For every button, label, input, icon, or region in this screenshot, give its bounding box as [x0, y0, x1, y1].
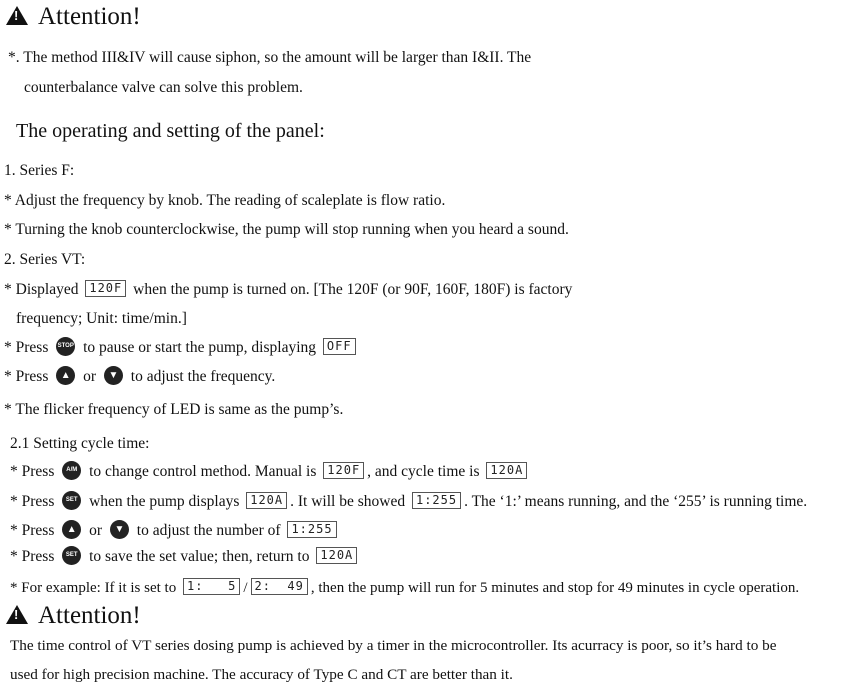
- text: to change control method. Manual is: [89, 463, 317, 480]
- final-line-2: used for high precision machine. The accuracy of Type C and CT are better than it.: [10, 666, 513, 683]
- attention-heading-1: [6, 2, 141, 32]
- cycle-adjust-line: [10, 521, 340, 541]
- lcd-display: 120F: [323, 462, 364, 479]
- vt-press-stop-line: [4, 338, 359, 358]
- series-vt-title: 2. Series VT:: [4, 251, 86, 268]
- lcd-display: 1:255: [287, 521, 336, 538]
- attention-title: Attention!: [38, 602, 141, 629]
- vt-press-adjust-line: [4, 367, 275, 387]
- cycle-set-line: [10, 492, 807, 512]
- text: * Press: [10, 463, 55, 480]
- cycle-title: 2.1 Setting cycle time:: [10, 435, 150, 452]
- lcd-display: 120A: [246, 492, 287, 509]
- attention-heading-2: [6, 601, 141, 631]
- text: to adjust the frequency.: [130, 368, 276, 385]
- text: to pause or start the pump, displaying: [83, 339, 317, 356]
- lcd-display: 2: 49: [251, 578, 308, 595]
- text: when the pump is turned on. [The 120F (or 90F, 160F, 180F) is factory: [133, 281, 573, 298]
- lcd-display: 1:255: [412, 492, 461, 509]
- text: * Press: [4, 368, 49, 385]
- down-button-icon: ▼: [104, 366, 123, 385]
- final-line-1: The time control of VT series dosing pump is achieved by a timer in the microcontroller. Its acurracy is poor, so it’s hard to be: [10, 637, 777, 654]
- text: * Press: [10, 522, 55, 539]
- text: * For example: If it is set to: [10, 580, 177, 596]
- text: * Press: [4, 339, 49, 356]
- up-button-icon: ▲: [56, 366, 75, 385]
- cycle-am-line: [10, 462, 530, 482]
- text: to adjust the number of: [136, 522, 281, 539]
- text: * Press: [10, 548, 55, 565]
- lcd-display: OFF: [323, 338, 356, 355]
- up-button-icon: ▲: [62, 520, 81, 539]
- vt-flicker-line: * The flicker frequency of LED is same as the pump’s.: [4, 401, 344, 418]
- cycle-save-line: [10, 547, 360, 567]
- text: or: [83, 368, 97, 385]
- lcd-display: 120A: [486, 462, 527, 479]
- text: or: [89, 522, 103, 539]
- panel-heading: The operating and setting of the panel:: [16, 120, 325, 142]
- text: /: [243, 580, 248, 596]
- lcd-display: 120F: [85, 280, 126, 297]
- series-f-bullet-1: * Adjust the frequency by knob. The reading of scaleplate is flow ratio.: [4, 192, 446, 209]
- text: * Press: [10, 493, 55, 510]
- down-button-icon: ▼: [110, 520, 129, 539]
- note-line-2: counterbalance valve can solve this problem.: [24, 79, 303, 96]
- text: . The ‘1:’ means running, and the ‘255’ is running time.: [464, 493, 808, 510]
- attention-title: Attention!: [38, 3, 141, 30]
- series-f-title: 1. Series F:: [4, 162, 75, 179]
- series-f-bullet-2: * Turning the knob counterclockwise, the pump will stop running when you heard a sound.: [4, 221, 569, 238]
- vt-displayed-line: [4, 280, 572, 300]
- am-button-icon: A/M: [62, 461, 81, 480]
- warning-icon: [6, 605, 28, 624]
- set-button-icon: SET: [62, 546, 81, 565]
- note-line-1: *. The method III&IV will cause siphon, so the amount will be larger than I&II. The: [8, 49, 532, 66]
- warning-icon: [6, 6, 28, 25]
- stop-button-icon: STOP: [56, 337, 75, 356]
- text: . It will be showed: [290, 493, 406, 510]
- cycle-example-line: [10, 578, 799, 598]
- set-button-icon: SET: [62, 491, 81, 510]
- lcd-display: 120A: [316, 547, 357, 564]
- text: , then the pump will run for 5 minutes and stop for 49 minutes in cycle operation.: [310, 580, 800, 596]
- vt-displayed-cont: frequency; Unit: time/min.]: [16, 310, 187, 327]
- text: to save the set value; then, return to: [89, 548, 310, 565]
- lcd-display: 1: 5: [183, 578, 240, 595]
- text: when the pump displays: [89, 493, 240, 510]
- text: * Displayed: [4, 281, 79, 298]
- text: , and cycle time is: [367, 463, 480, 480]
